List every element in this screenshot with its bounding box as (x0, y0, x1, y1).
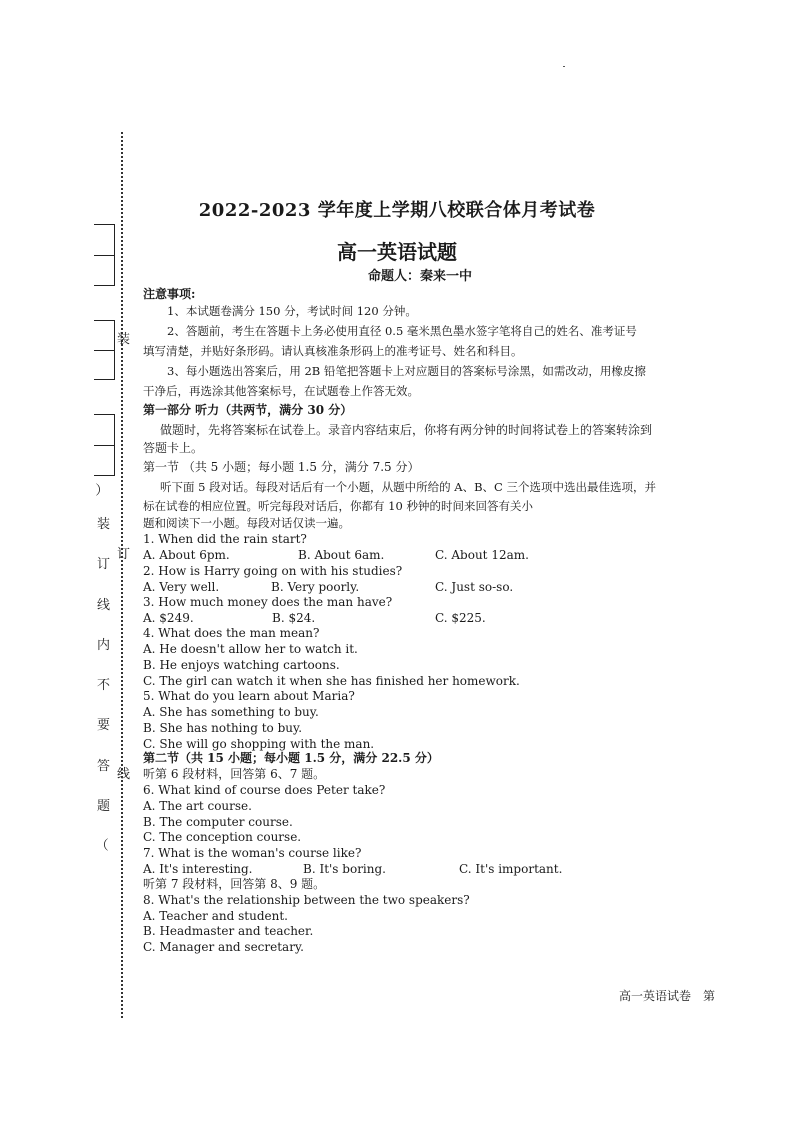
option-b: B. The computer course. (143, 815, 293, 829)
vertical-char: 线 (97, 598, 111, 613)
vertical-char: 要 (97, 718, 111, 733)
class-box (94, 320, 115, 380)
option-b: B. Very poorly. (271, 580, 360, 594)
option-a: A. Very well. (143, 580, 220, 594)
option-b: B. Headmaster and teacher. (143, 924, 314, 938)
page-footer: 高一英语试卷 第 (619, 989, 716, 1003)
vertical-char: 装 (97, 517, 111, 532)
option-b: B. It's boring. (303, 862, 386, 876)
exam-title: 2022-2023 学年度上学期八校联合体月考试卷 (198, 200, 596, 221)
option-c: C. Manager and secretary. (143, 940, 304, 954)
question-stem: 3. How much money does the man have? (143, 595, 393, 609)
question-stem: 2. How is Harry going on with his studies? (143, 564, 403, 578)
vertical-char: 内 (97, 638, 111, 653)
option-c: C. $225. (435, 611, 486, 625)
paren-close: ︶ (93, 837, 109, 852)
question-stem: 5. What do you learn about Maria? (143, 689, 355, 703)
option-c: C. She will go shopping with the man. (143, 737, 375, 751)
option-c: C. It's important. (459, 862, 563, 876)
option-a: A. Teacher and student. (143, 909, 288, 923)
option-a: A. She has something to buy. (143, 705, 319, 719)
exam-subtitle: 高一英语试题 (337, 240, 457, 264)
option-c: C. The conception course. (143, 830, 302, 844)
option-a: A. $249. (143, 611, 194, 625)
notice-item: 1、本试题卷满分 150 分，考试时间 120 分钟。 (167, 304, 417, 318)
vertical-char: 题 (97, 799, 111, 814)
section1-intro: 听下面 5 段对话。每段对话后有一个小题，从题中所给的 A、B、C 三个选项中选出最佳选项，并 (160, 480, 656, 494)
question-stem: 8. What's the relationship between the two speakers? (143, 893, 470, 907)
exam-author: 命题人：秦来一中 (368, 269, 473, 284)
option-b: B. About 6am. (298, 548, 385, 562)
material-intro: 听第 6 段材料，回答第 6、7 题。 (143, 767, 326, 781)
paren-open: ︵ (93, 482, 109, 497)
option-b: B. She has nothing to buy. (143, 721, 303, 735)
vertical-char: 不 (97, 678, 111, 693)
section1-heading: 第一节 （共 5 小题；每小题 1.5 分，满分 7.5 分） (143, 460, 420, 474)
question-stem: 4. What does the man mean? (143, 626, 320, 640)
scan-speck (563, 66, 565, 67)
question-stem: 7. What is the woman's course like? (143, 846, 362, 860)
part1-heading: 第一部分 听力（共两节，满分 30 分） (143, 403, 353, 417)
part1-intro: 答题卡上。 (143, 441, 204, 455)
option-a: A. About 6pm. (143, 548, 230, 562)
option-b: B. $24. (272, 611, 316, 625)
option-c: C. About 12am. (435, 548, 529, 562)
notice-heading: 注意事项: (143, 287, 196, 301)
question-stem: 1. When did the rain start? (143, 532, 307, 546)
notice-item: 2、答题前，考生在答题卡上务必使用直径 0.5 毫米黑色墨水签字笔将自己的姓名、准考证号 (167, 324, 637, 338)
vertical-char: 答 (97, 759, 111, 774)
section1-intro: 标在试卷的相应位置。听完每段对话后，你都有 10 秒钟的时间来回答有关小 (143, 499, 533, 513)
number-box (94, 414, 115, 476)
notice-item: 干净后，再选涂其他答案标号，在试题卷上作答无效。 (143, 384, 419, 398)
part1-intro: 做题时，先将答案标在试卷上。录音内容结束后，你将有两分钟的时间将试卷上的答案转涂到 (160, 423, 653, 437)
binding-label-zhuang: 装 (117, 332, 131, 347)
question-stem: 6. What kind of course does Peter take? (143, 783, 386, 797)
notice-item: 填写清楚，并贴好条形码。请认真核准条形码上的准考证号、姓名和科目。 (143, 344, 523, 358)
notice-item: 3、每小题选出答案后，用 2B 铅笔把答题卡上对应题目的答案标号涂黑，如需改动，用橡皮擦 (167, 364, 646, 378)
vertical-char: 订 (97, 557, 111, 572)
option-a: A. It's interesting. (143, 862, 253, 876)
binding-label-xian: 线 (117, 767, 131, 782)
option-a: A. The art course. (143, 799, 252, 813)
binding-label-ding: 订 (117, 547, 131, 562)
option-c: C. The girl can watch it when she has finished her homework. (143, 674, 520, 688)
option-a: A. He doesn't allow her to watch it. (143, 642, 358, 656)
section2-heading: 第二节（共 15 小题；每小题 1.5 分，满分 22.5 分） (143, 751, 439, 765)
material-intro: 听第 7 段材料，回答第 8、9 题。 (143, 877, 326, 891)
option-c: C. Just so-so. (435, 580, 514, 594)
section1-intro: 题和阅读下一小题。每段对话仅读一遍。 (143, 516, 350, 530)
option-b: B. He enjoys watching cartoons. (143, 658, 340, 672)
